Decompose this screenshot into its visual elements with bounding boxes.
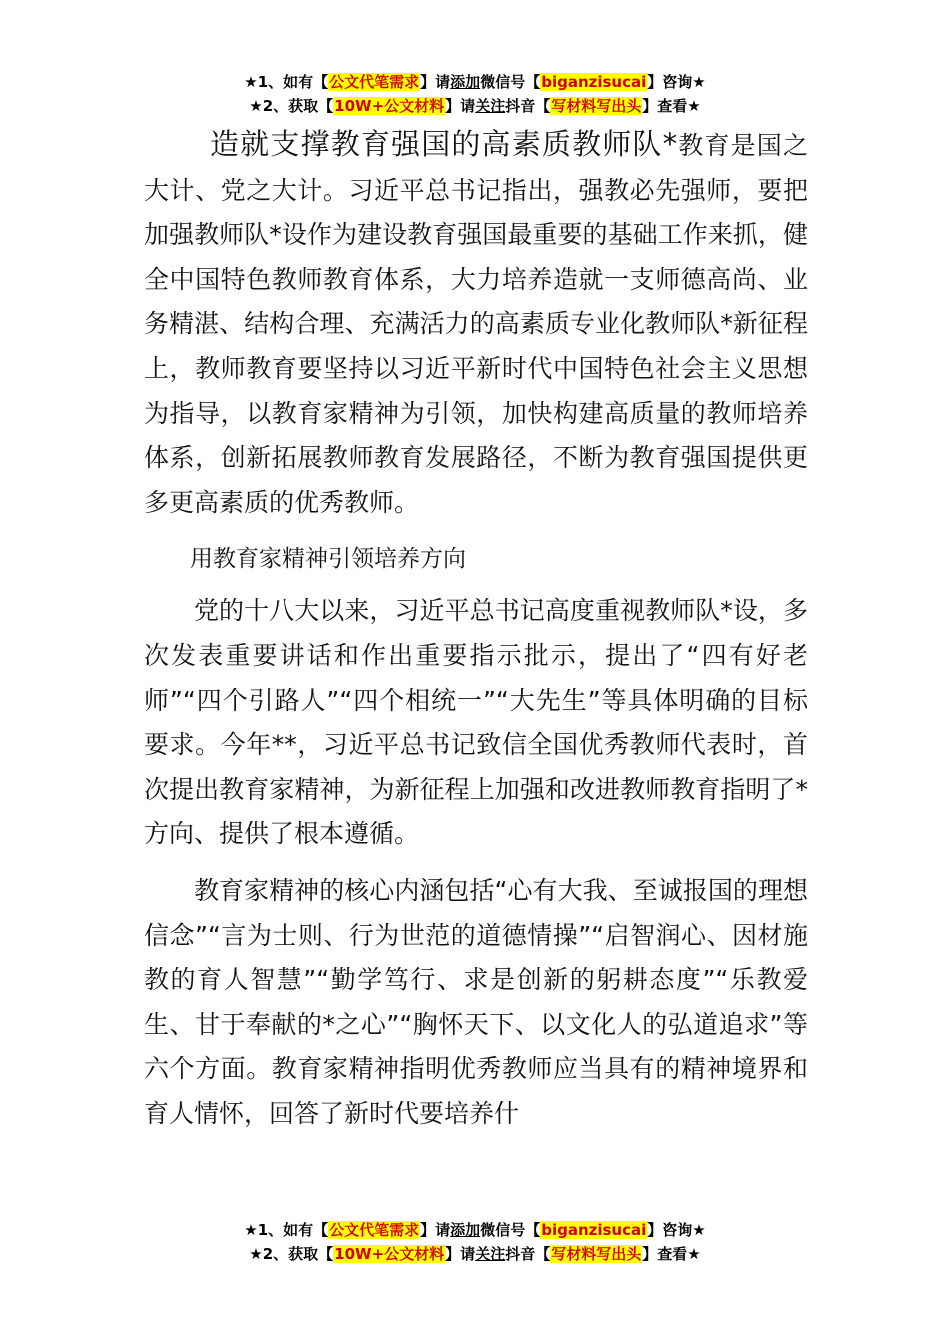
douyin-id: 写材料写出头	[551, 97, 642, 115]
body-paragraph: 党的十八大以来，习近平总书记高度重视教师队*设，多次发表重要讲话和作出重要指示批示，提出了“四有好老师”“四个引路人”“四个相统一”“大先生”等具体明确的目标要求。今年**，习近平总书记致信全国优秀教师代表时，首次提出教育家精神，为新征程上加强和改进教师教育指明了*方向、提供了根本遵循。	[144, 596, 808, 849]
wechat-id: biganzisucai	[541, 73, 647, 91]
intro-text: 教育是国之大计、党之大计。习近平总书记指出，强教必先强师，要把加强教师队*设作为建设教育强国最重要的基础工作来抓，健全中国特色教师教育体系，大力培养造就一支师德高尚、业务精湛、结构合理、充满活力的高素质专业化教师队*新征程上，教师教育要坚持以习近平新时代中国特色社会主义思想为指导，以教育家精神为引领，加快构建高质量的教师培养体系，创新拓展教师教育发展路径，不断为教育强国提供更多更高素质的优秀教师。	[144, 131, 808, 517]
intro-paragraph	[144, 122, 808, 525]
star-icon: ★	[687, 1245, 701, 1263]
highlight-service: 公文代笔需求	[329, 1221, 420, 1239]
section-heading: 用教育家精神引领培养方向	[190, 546, 466, 573]
body-paragraph: 教育家精神的核心内涵包括“心有大我、至诚报国的理想信念”“言为士则、行为世范的道德情操”“启智润心、因材施教的育人智慧”“勤学笃行、求是创新的躬耕态度”“乐教爱生、甘于奉献的*之心”“胸怀天下、以文化人的弘道追求”等六个方面。教育家精神指明优秀教师应当具有的精神境界和育人情怀，回答了新时代要培养什	[144, 875, 808, 1128]
highlight-service: 公文代笔需求	[329, 73, 420, 91]
notice-line-1: ★1、如有【公文代笔需求】请添加微信号【biganzisucai】咨询★	[244, 73, 706, 91]
douyin-id: 写材料写出头	[551, 1245, 642, 1263]
notice-line-2: ★2、获取【10W+公文材料】请关注抖音【写材料写出头】查看★	[249, 97, 701, 115]
notice-line-1: ★1、如有【公文代笔需求】请添加微信号【biganzisucai】咨询★	[244, 1221, 706, 1239]
document-title: 造就支撑教育强国的高素质教师队*	[210, 127, 678, 161]
star-icon: ★	[244, 1221, 258, 1239]
star-icon: ★	[692, 1221, 706, 1239]
star-icon: ★	[244, 73, 258, 91]
star-icon: ★	[249, 97, 263, 115]
star-icon: ★	[687, 97, 701, 115]
highlight-materials: 10W+公文材料	[334, 1245, 445, 1263]
star-icon: ★	[692, 73, 706, 91]
header-notice	[0, 70, 950, 118]
footer-notice	[0, 1218, 950, 1266]
star-icon: ★	[249, 1245, 263, 1263]
notice-line-2: ★2、获取【10W+公文材料】请关注抖音【写材料写出头】查看★	[249, 1245, 701, 1263]
highlight-materials: 10W+公文材料	[334, 97, 445, 115]
document-body	[144, 122, 808, 1136]
wechat-id: biganzisucai	[541, 1221, 647, 1239]
